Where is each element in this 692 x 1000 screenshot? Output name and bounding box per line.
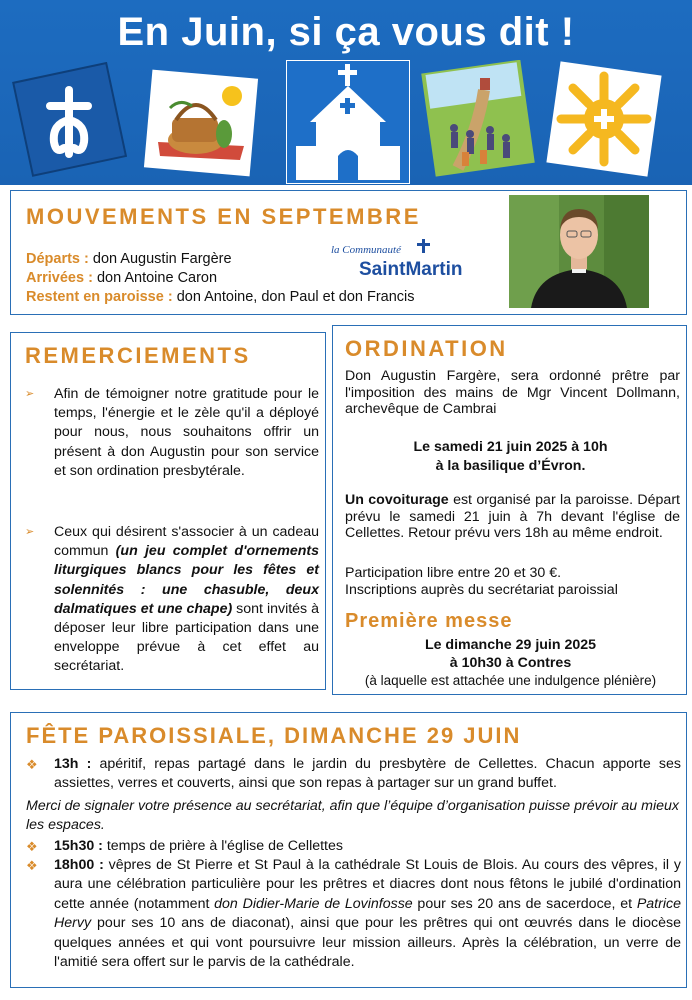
premiere-messe-place: à 10h30 à Contres bbox=[449, 655, 572, 671]
premiere-messe-date: Le dimanche 29 juin 2025 bbox=[424, 637, 597, 653]
ordination-title: ORDINATION bbox=[345, 336, 508, 361]
priest-photo bbox=[509, 195, 649, 308]
mouvements-section bbox=[10, 190, 687, 315]
arrivees-value: don Antoine Caron bbox=[96, 270, 218, 286]
arrivees-label: Arrivées : bbox=[26, 270, 93, 286]
p2-text-a: Ceux qui désirent s'associer à un cadeau commun bbox=[54, 524, 319, 560]
departs-value: don Augustin Fargère bbox=[92, 251, 232, 267]
church-icon bbox=[286, 60, 410, 184]
b3-text-a: vêpres de St Pierre et St Paul à la cathédrale St Louis de Blois. Au cours des vêpres, il y aura une célébration particulière pour les prêtres et diacres dont nous fêtons le jubilé d'ordination cette année (notamment bbox=[54, 857, 682, 912]
ordination-date-1: Le samedi 21 juin 2025 à 10h bbox=[413, 439, 608, 455]
restent-value: don Antoine, don Paul et don Francis bbox=[176, 289, 415, 305]
p2-text-bold: (un jeu complet d'ornements liturgiques blancs pour les fêtes et solennités : une chasuble, deux dalmatiques et une chape) bbox=[54, 543, 319, 617]
diamond-bullet-icon: ❖ bbox=[26, 757, 38, 772]
list-item bbox=[25, 523, 319, 677]
remerciements-section bbox=[10, 332, 326, 690]
b2-text: temps de prière à l'église de Cellettes bbox=[102, 838, 343, 854]
b1-time: 13h : bbox=[54, 756, 92, 772]
departs-line bbox=[26, 251, 232, 267]
departs-label: Départs : bbox=[26, 251, 89, 267]
covoiturage-rest: est organisé par la paroisse. Départ prévu le samedi 21 juin à 7h devant l'église de Cellettes. Retour prévu vers 18h au même endroit. bbox=[345, 492, 680, 542]
arrow-bullet-icon: ➢ bbox=[25, 388, 35, 400]
premiere-messe-title: Première messe bbox=[345, 610, 513, 632]
b3-time: 18h00 : bbox=[54, 857, 104, 873]
b1-text: apéritif, repas partagé dans le jardin du presbytère de Cellettes. Chacun apporte ses assiettes, verres et couverts, ainsi que son repas à partager sur un grand buffet. bbox=[54, 756, 681, 792]
b2-time: 15h30 : bbox=[54, 838, 103, 854]
arrivees-line bbox=[26, 270, 217, 286]
diamond-bullet-icon: ❖ bbox=[26, 858, 38, 873]
picnic-basket-icon bbox=[140, 68, 262, 180]
remerciements-title: REMERCIEMENTS bbox=[25, 343, 251, 368]
b3-name-1: don Didier-Marie de Lovinfosse bbox=[214, 895, 413, 912]
pilgrimage-icon bbox=[418, 60, 540, 180]
fete-title: FÊTE PAROISSIALE, DIMANCHE 29 JUIN bbox=[26, 723, 522, 748]
list-item bbox=[26, 856, 681, 972]
arrow-bullet-icon: ➢ bbox=[25, 526, 35, 538]
list-item bbox=[26, 837, 681, 856]
b3-text-c: pour ses 10 ans de diaconat), ainsi que pour les prêtres qui ont œuvrés dans le diocèse quelques années et qui vont poursuivre leur mission ailleurs. Après la célébration, un verre de l'amitié sera offert sur le parvis de la cathédrale. bbox=[54, 915, 681, 971]
ordination-section bbox=[332, 325, 687, 695]
restent-label: Restent en paroisse : bbox=[26, 289, 173, 305]
diamond-bullet-icon: ❖ bbox=[26, 839, 38, 854]
fete-section bbox=[10, 712, 687, 988]
sun-cross-icon bbox=[545, 60, 663, 178]
merci-text bbox=[26, 797, 681, 835]
merci-italic: Merci de signaler votre présence au secrétariat, afin que l’équipe d’organisation puisse prévoir au mieux les espaces. bbox=[26, 798, 679, 833]
page-title: En Juin, si ça vous dit ! bbox=[117, 10, 575, 54]
ordination-date-2: à la basilique d’Évron. bbox=[435, 458, 586, 474]
ordination-intro: Don Augustin Fargère, sera ordonné prêtre par l'imposition des mains de Mgr Vincent Dollmann, archevêque de Cambrai bbox=[345, 368, 680, 418]
participation-text: Participation libre entre 20 et 30 €. bbox=[345, 565, 562, 581]
covoiturage-bold: Un covoiturage bbox=[345, 492, 449, 508]
p2-text-c: sont invités à déposer leur libre participation dans une enveloppe prévue à cet effet au secrétariat. bbox=[54, 600, 319, 675]
remerciements-p1: Afin de témoigner notre gratitude pour le temps, l'énergie et le zèle qu'il a déployé pour nous, nous souhaitons offrir un présent à don Augustin pour son service et son ordination presbytérale. bbox=[54, 386, 319, 479]
mouvements-title: MOUVEMENTS EN SEPTEMBRE bbox=[26, 204, 421, 229]
premiere-messe-note: (à laquelle est attachée une indulgence plénière) bbox=[364, 673, 657, 688]
remerciements-p2 bbox=[54, 523, 319, 677]
logo-big-text: SaintMartin bbox=[359, 259, 463, 279]
saint-martin-logo bbox=[329, 239, 489, 279]
restent-line bbox=[26, 289, 415, 305]
logo-small-text: la Communauté bbox=[331, 244, 401, 256]
header-banner bbox=[0, 0, 692, 185]
list-item bbox=[26, 755, 681, 794]
b3-text-b: pour ses 20 ans de sacerdoce, et bbox=[412, 895, 637, 912]
covoiturage-text bbox=[345, 492, 680, 542]
b3-name-2: Patrice Hervy bbox=[54, 895, 681, 932]
list-item bbox=[25, 385, 319, 481]
inscriptions-text: Inscriptions auprès du secrétariat paroissial bbox=[345, 582, 618, 598]
chi-rho-icon bbox=[12, 62, 127, 177]
